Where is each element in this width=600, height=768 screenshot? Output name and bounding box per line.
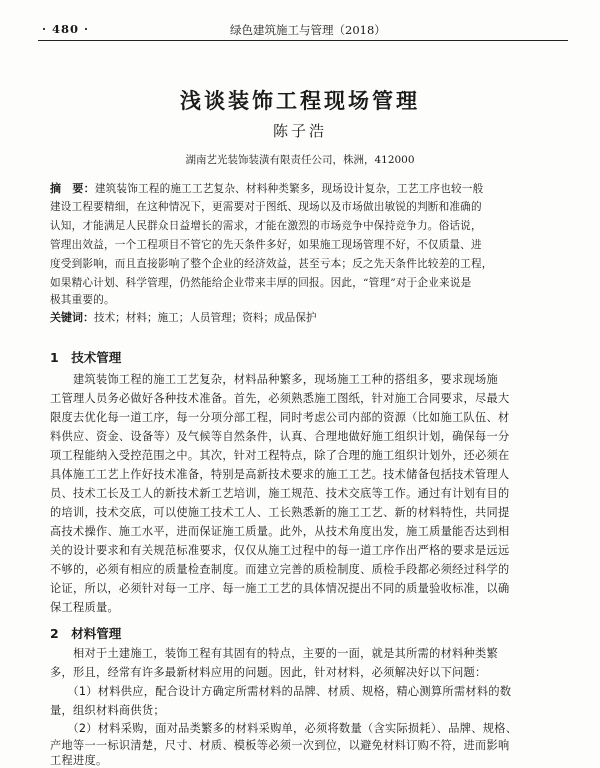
abstract-label: 摘 要：	[50, 182, 95, 195]
body-line: 料供应、资金、设备等）及气候等自然条件，认真、合理地做好施工组织计划，确保每一分	[50, 430, 510, 443]
page-number: · 480 ·	[42, 22, 90, 36]
abstract-line: 建设工程要精细，在这种情况下，更需要对于图纸、现场以及市场做出敏锐的判断和准确的	[50, 201, 482, 213]
body-line: 相对于土建施工，装饰工程有其固有的特点，主要的一面，就是其所需的材料种类繁	[50, 647, 499, 660]
journal-title: 绿色建筑施工与管理（2018）	[230, 23, 386, 37]
affiliation: 湖南艺光装饰装潢有限责任公司，株洲，412000	[185, 154, 415, 166]
body-line: 限度去优化每一道工序，每一分项分部工程，同时考虑公司内部的资源（比如施工队伍、材	[50, 411, 510, 424]
body-line: 多，形且，经常有许多最新材料应用的问题。因此，针对材料，必须解决好以下问题：	[50, 666, 487, 679]
keywords	[50, 309, 316, 325]
article-title: 浅谈装饰工程现场管理	[180, 88, 420, 113]
header-rule	[38, 40, 568, 41]
body-line: 量，组织材料商供货；	[50, 704, 165, 717]
abstract-text: 建筑装饰工程的施工工艺复杂、材料种类繁多，现场设计复杂，工艺工序也较一般	[94, 183, 484, 195]
abstract-line: 如果精心计划、科学管理，仍然能给企业带来丰厚的回报。因此，“管理”对于企业来说是	[50, 277, 472, 289]
body-line: 员、技术工长及工人的新技术新工艺培训，施工规范、技术交底等工作。通过有计划有目的	[50, 487, 510, 500]
body-line: 不够的，必须有相应的质量检查制度。而建立完善的质检制度、质检手段都必须经过科学的	[50, 563, 510, 576]
keywords-label: 关键词：	[50, 311, 94, 324]
abstract-line: 认知，才能满足人民群众日益增长的需求，才能在激烈的市场竞争中保持竞争力。俗话说，	[50, 220, 482, 232]
keywords-text: 技术；材料；施工；人员管理；资料；成品保护	[94, 312, 317, 324]
abstract-line: 度受到影响，而且直接影响了整个企业的经济效益，甚至亏本；反之先天条件比较差的工程，	[50, 258, 493, 270]
body-line: 论证，所以，必须针对每一工序、每一施工工艺的具体情况提出不同的质量验收标准，以确	[50, 582, 510, 595]
body-line: 高技术操作、施工水平，进而保证施工质量。此外，从技术角度出发，施工质量能否达到相	[50, 525, 510, 538]
author: 陈子浩	[272, 122, 327, 140]
body-line: 保工程质量。	[50, 601, 119, 614]
body-line: 项工程能纳入受控范围之中。其次，针对工程特点，除了合理的施工组织计划外，还必须在	[50, 449, 510, 462]
abstract-line	[50, 180, 483, 196]
body-line: （1）材料供应，配合设计方确定所需材料的品牌、材质、规格，精心测算所需材料的数	[50, 685, 512, 698]
body-line: 工管理人员务必做好各种技术准备。首先，必须熟悉施工图纸，针对施工合同要求，尽最大	[50, 392, 510, 405]
section-heading: 2 材料管理	[50, 626, 122, 641]
body-line: （2）材料采购，面对品类繁多的材料采购单，必须将数量（含实际损耗）、品牌、规格、	[50, 722, 518, 735]
body-line: 建筑装饰工程的施工工艺复杂，材料品种繁多，现场施工工种的搭组多，要求现场施	[50, 373, 499, 386]
abstract-line: 管理出效益，一个工程项目不管它的先天条件多好，如果施工现场管理不好，不仅质量、进	[50, 239, 482, 251]
abstract-line: 极其重要的。	[50, 294, 115, 306]
body-line: 工程进度。	[50, 754, 108, 767]
body-line: 具体施工工艺上作好技术准备，特别是高新技术要求的施工工艺。技术储备包括技术管理人	[50, 468, 510, 481]
section-heading: 1 技术管理	[50, 350, 122, 365]
body-line: 的培训，技术交底，可以使施工技术工人、工长熟悉新的施工工艺、新的材料特性，共同提	[50, 506, 510, 519]
body-line: 关的设计要求和有关规范标准要求，仅仅从施工过程中的每一道工序作出严格的要求是远远	[50, 544, 510, 557]
body-line: 产地等一一标识清楚，尺寸、材质、模板等必须一次到位，以避免材料订购不符，进而影响	[50, 739, 510, 752]
